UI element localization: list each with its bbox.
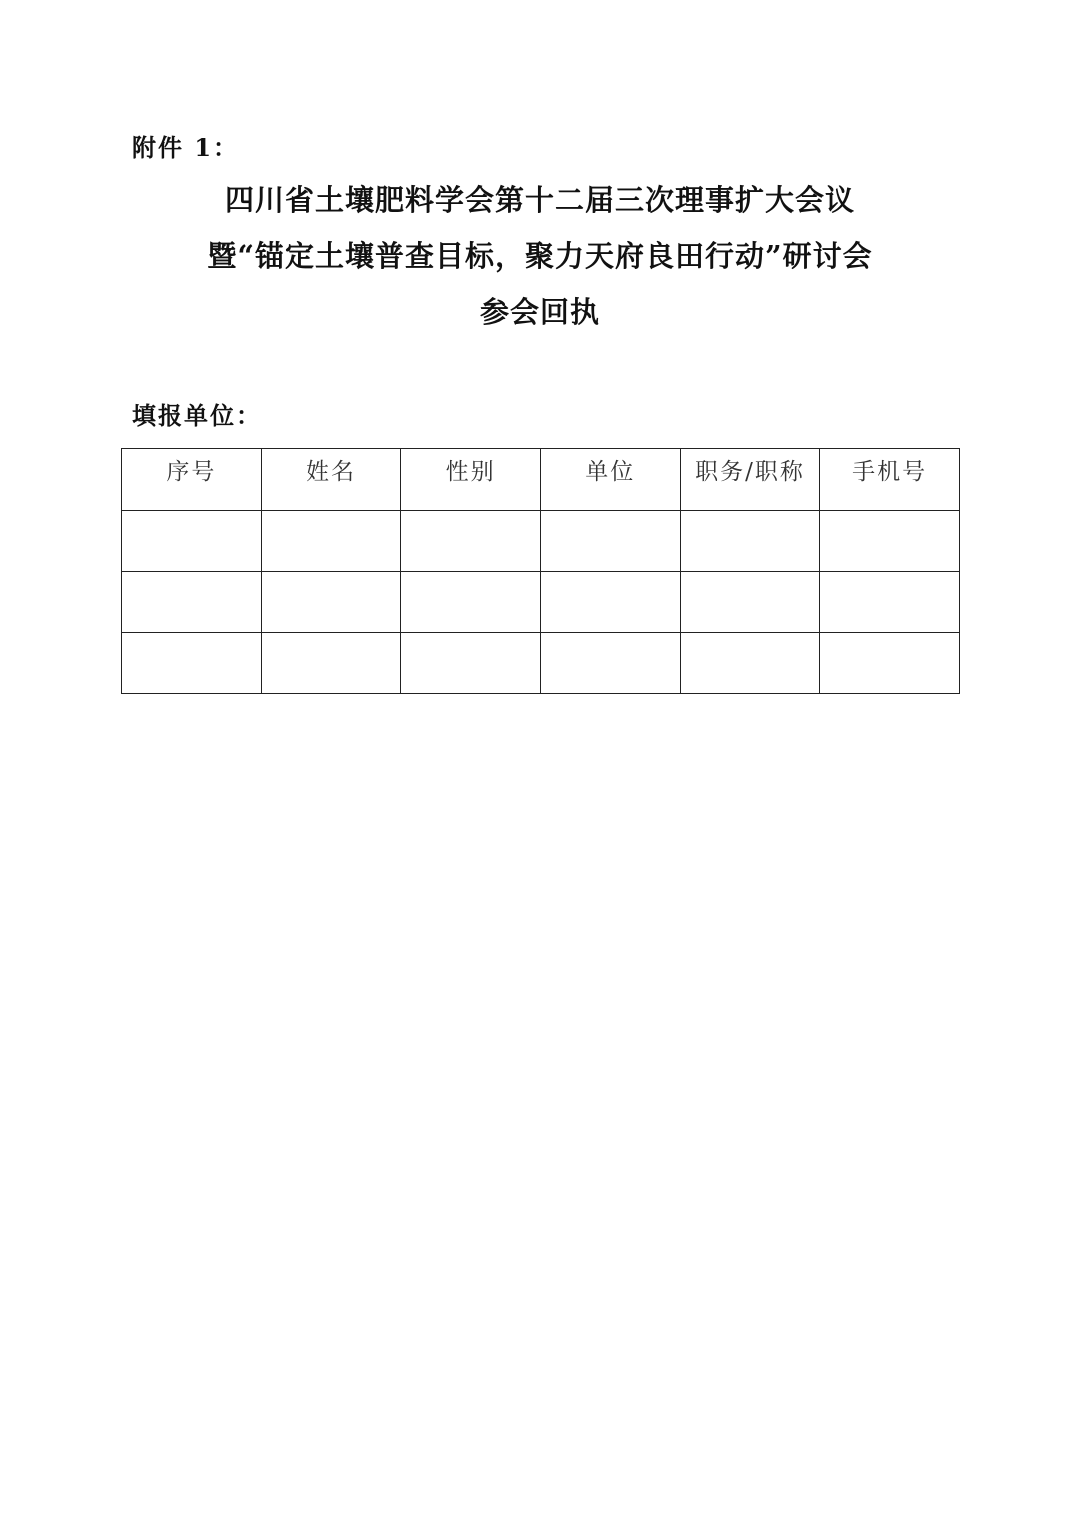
table-cell xyxy=(680,572,820,633)
table-cell xyxy=(122,633,262,694)
registration-table xyxy=(121,448,960,694)
title-line-1: 四川省土壤肥料学会第十二届三次理事扩大会议 xyxy=(224,183,855,217)
table-cell xyxy=(820,633,960,694)
table-row xyxy=(122,633,960,694)
table-cell xyxy=(820,572,960,633)
table-cell xyxy=(680,633,820,694)
header-serial-number: 序号 xyxy=(122,449,262,511)
table-cell xyxy=(261,511,401,572)
attachment-label: 附件 1： xyxy=(132,133,240,162)
table-header-row xyxy=(122,449,960,511)
table-row xyxy=(122,511,960,572)
fill-unit-label: 填报单位： xyxy=(132,401,262,430)
header-unit: 单位 xyxy=(540,449,680,511)
table-row xyxy=(122,572,960,633)
table-cell xyxy=(680,511,820,572)
table-cell xyxy=(820,511,960,572)
table-cell xyxy=(540,511,680,572)
table-cell xyxy=(122,572,262,633)
header-position-title: 职务/职称 xyxy=(680,449,820,511)
header-name: 姓名 xyxy=(261,449,401,511)
table-cell xyxy=(540,633,680,694)
table-cell xyxy=(261,633,401,694)
table-cell xyxy=(401,572,541,633)
table-cell xyxy=(401,511,541,572)
header-phone: 手机号 xyxy=(820,449,960,511)
table-cell xyxy=(261,572,401,633)
header-gender: 性别 xyxy=(401,449,541,511)
title-line-2: 暨“锚定土壤普查目标，聚力天府良田行动”研讨会 xyxy=(207,239,873,273)
table-cell xyxy=(122,511,262,572)
table-cell xyxy=(401,633,541,694)
title-line-3: 参会回执 xyxy=(479,295,600,329)
table-cell xyxy=(540,572,680,633)
